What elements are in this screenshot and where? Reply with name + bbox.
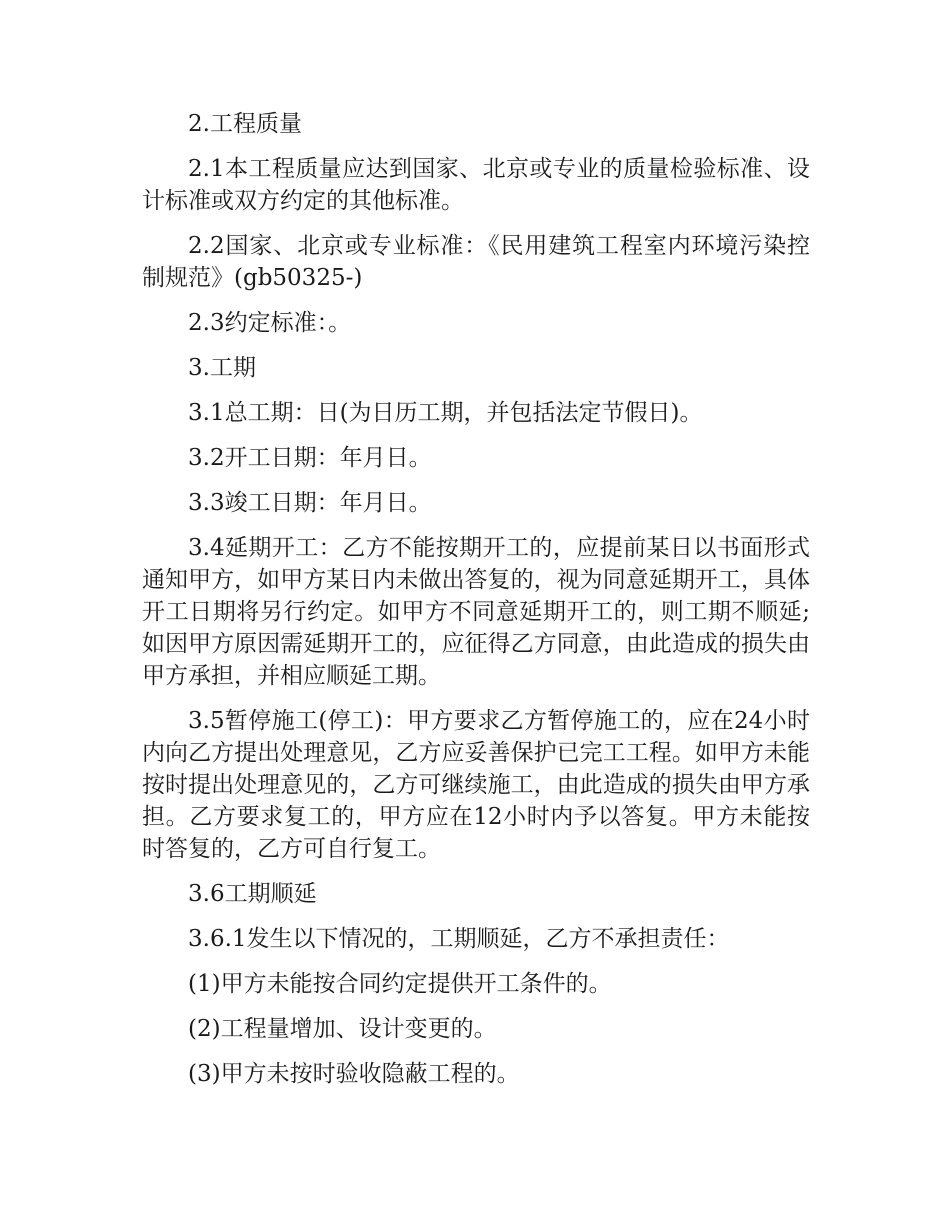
clause-3-3: 3.3竣工日期：年月日。 <box>188 490 432 516</box>
clause-3-4: 3.4延期开工：乙方不能按期开工的，应提前某日以书面形式通知甲方，如甲方某日内未做出答复的，视为同意延期开工，具体开工日期将另行约定。如甲方不同意延期开工的，则工期不顺延;如因甲方原因需延期开工的，应征得乙方同意，由此造成的损失由甲方承担，并相应顺延工期。 <box>142 535 810 689</box>
clause-2-3: 2.3约定标准：。 <box>188 310 352 336</box>
clause-2-1: 2.1本工程质量应达到国家、北京或专业的质量检验标准、设计标准或双方约定的其他标准。 <box>142 156 810 214</box>
clause-3-6-1: 3.6.1发生以下情况的，工期顺延，乙方不承担责任： <box>188 926 730 952</box>
list-item-3: (3)甲方未按时验收隐蔽工程的。 <box>188 1061 520 1087</box>
list-item-1: (1)甲方未能按合同约定提供开工条件的。 <box>188 971 612 997</box>
list-item-2: (2)工程量增加、设计变更的。 <box>188 1016 497 1042</box>
document-body <box>142 108 810 1103</box>
section-heading-quality: 2.工程质量 <box>188 111 302 137</box>
clause-3-2: 3.2开工日期：年月日。 <box>188 445 432 471</box>
clause-3-6: 3.6工期顺延 <box>188 881 317 907</box>
section-heading-schedule: 3.工期 <box>188 355 256 381</box>
clause-2-2: 2.2国家、北京或专业标准：《民用建筑工程室内环境污染控制规范》(gb50325-) <box>142 233 810 291</box>
clause-3-1: 3.1总工期：日(为日历工期，并包括法定节假日)。 <box>188 400 703 426</box>
clause-3-5: 3.5暂停施工(停工)：甲方要求乙方暂停施工的，应在24小时内向乙方提出处理意见，乙方应妥善保护已完工工程。如甲方未能按时提出处理意见的，乙方可继续施工，由此造成的损失由甲方承担。乙方要求复工的，甲方应在12小时内予以答复。甲方未能按时答复的，乙方可自行复工。 <box>142 708 810 862</box>
